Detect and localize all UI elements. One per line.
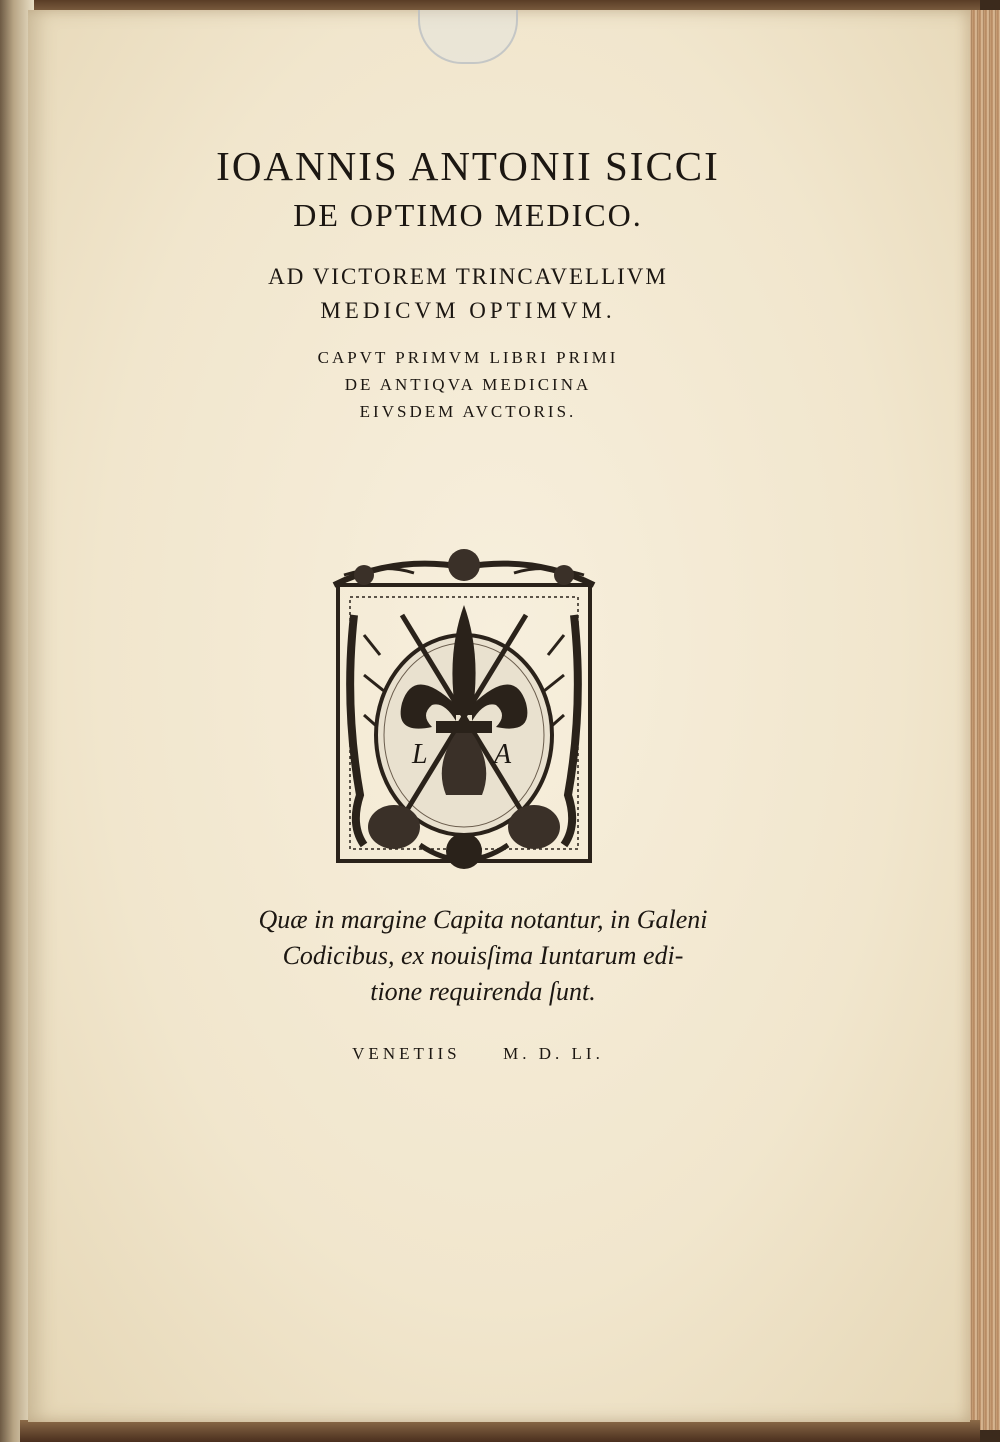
imprint-place: VENETIIS xyxy=(352,1044,461,1063)
title-page xyxy=(28,10,970,1422)
title-line-1: IOANNIS ANTONII SICCI xyxy=(216,143,720,189)
note-line-2: Codicibus, ex nouisſima Iuntarum edi- xyxy=(282,941,684,970)
margin-note xyxy=(148,902,818,1010)
note-line-1: Quæ in margine Capita notantur, in Galeni xyxy=(258,905,708,934)
chapter-line-2: DE ANTIQVA MEDICINA xyxy=(344,375,592,394)
device-letter-right: A xyxy=(494,739,512,770)
fleur-de-lis-woodcut-icon xyxy=(324,545,604,875)
bottom-binding-edge xyxy=(20,1420,980,1442)
device-letter-left: L xyxy=(412,739,428,770)
imprint-year: M. D. LI. xyxy=(503,1044,604,1063)
imprint xyxy=(178,1044,778,1064)
dedication-line-2: MEDICVM OPTIMVM. xyxy=(320,298,616,323)
dedication-line-1: AD VICTOREM TRINCAVELLIVM xyxy=(268,264,668,289)
title-line-2: DE OPTIMO MEDICO. xyxy=(293,197,643,233)
title-block xyxy=(128,140,808,425)
chapter-line-3: EIVSDEM AVCTORIS. xyxy=(359,402,577,421)
note-line-3: tione requirenda ſunt. xyxy=(370,977,596,1006)
page-clip xyxy=(418,10,518,64)
chapter-line-1: CAPVT PRIMVM LIBRI PRIMI xyxy=(317,348,619,367)
